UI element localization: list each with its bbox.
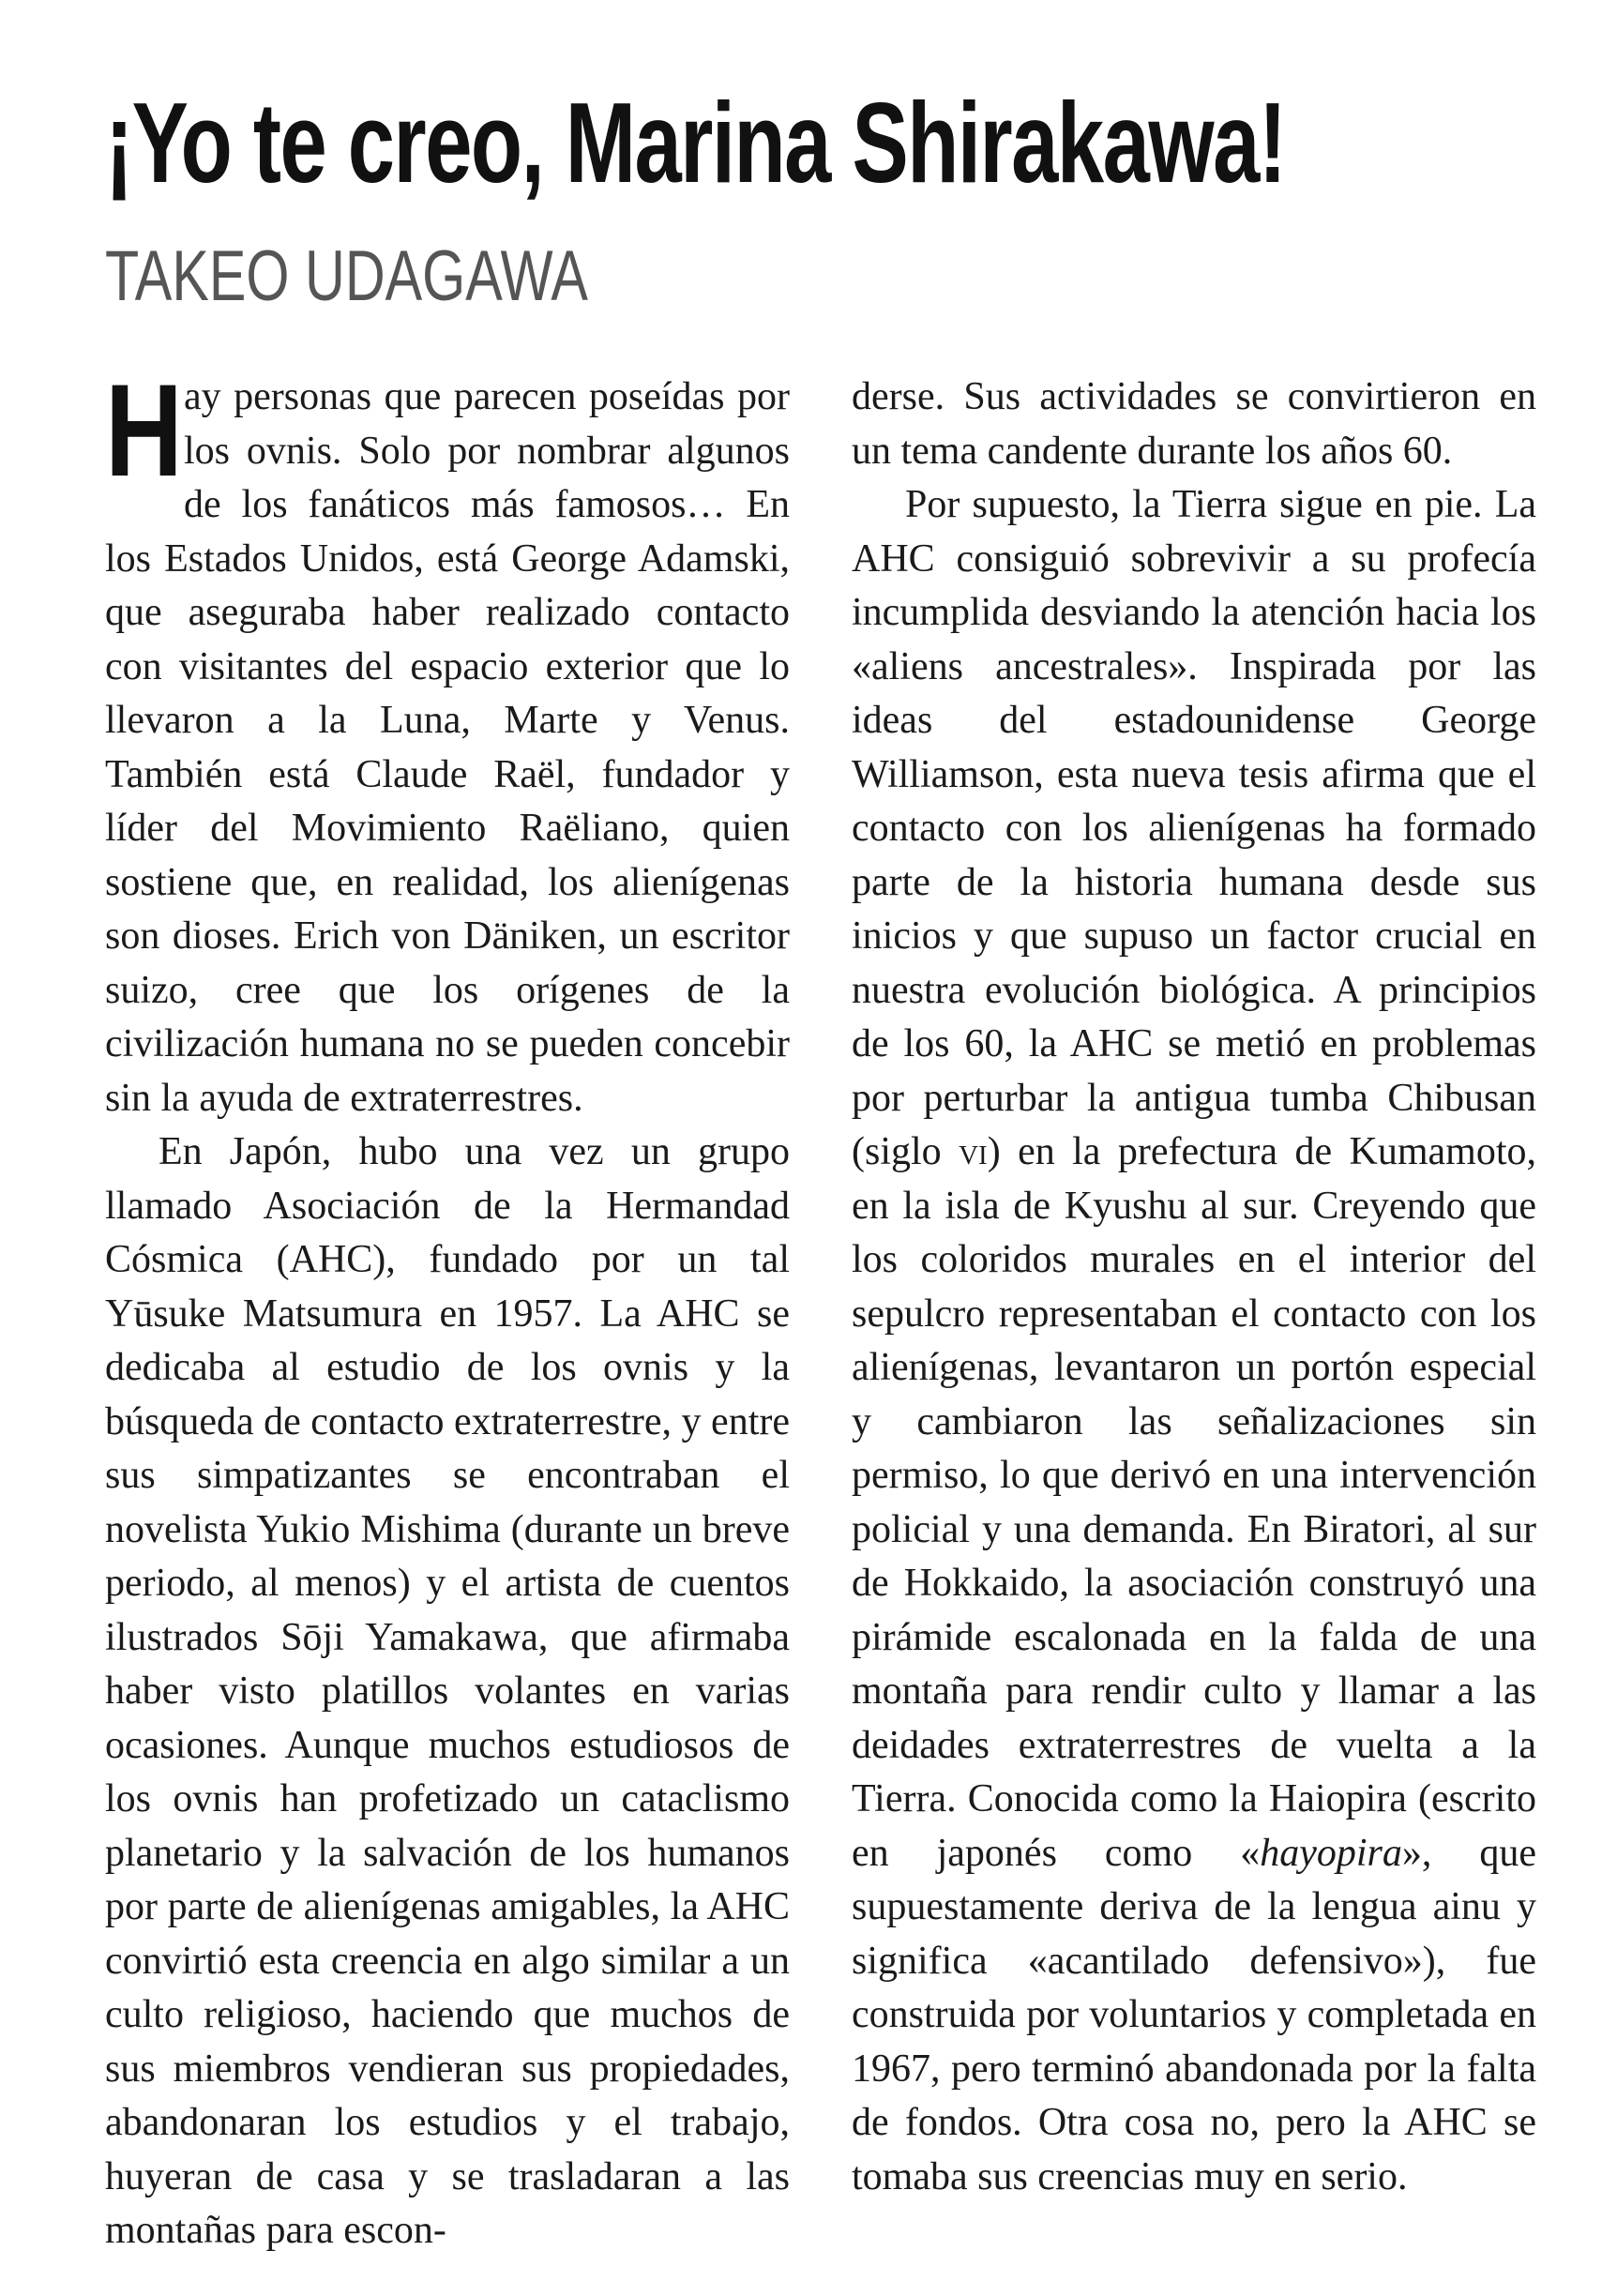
paragraph-3-text-a: Por supuesto, la Tierra sigue en pie. La AHC consiguió sobrevivir a su profecía incumplida desviando la atención hacia los «aliens ancestrales». Inspirada por las ideas del estadounidense George Williamson, esta nueva tesis afirma que el contacto con los alienígenas ha formado parte de la historia humana desde sus inicios y que supuso un factor crucial en nuestra evolución biológica. A principios de los 60, la AHC se metió en problemas por perturbar la antigua tumba Chibusan (siglo bbox=[852, 483, 1536, 1173]
italic-term: hayopira bbox=[1260, 1831, 1402, 1875]
drop-cap: H bbox=[105, 356, 183, 504]
paragraph-1 bbox=[105, 356, 790, 1125]
article-title: ¡Yo te creo, Marina Shirakawa! bbox=[105, 79, 1286, 206]
paragraph-1-text: ay personas que parecen poseídas por los ovnis. Solo por nombrar algunos de los fanáticos más famosos… En los Estados Unidos, está George Adamski, que aseguraba haber realizado contacto con visitantes del espacio exterior que lo llevaron a la Luna, Marte y Venus. También está Claude Raël, fundador y líder del Movimiento Raëliano, quien sostiene que, en realidad, los alienígenas son dioses. Erich von Däniken, un escritor suizo, cree que los orígenes de la civilización humana no se pueden concebir sin la ayuda de extraterrestres. bbox=[105, 375, 790, 1120]
paragraph-2: En Japón, hubo una vez un grupo llamado Asociación de la Hermandad Cósmica (AHC), fundado por un tal Yūsuke Matsumura en 1957. La AHC se dedicaba al estudio de los ovnis y la búsqueda de contacto extraterrestre, y entre sus simpatizantes se encontraban el novelista Yukio Mishima (durante un breve periodo, al menos) y el artista de cuentos ilustrados Sōji Yamakawa, que afirmaba haber visto platillos volantes en varias ocasiones. Aunque muchos estudiosos de los ovnis han profetizado un cataclismo planetario y la salvación de los humanos por parte de alienígenas amigables, la AHC convirtió esta creencia en algo similar a un culto religioso, haciendo que muchos de sus miembros vendieran sus propiedades, abandonaran los estudios y el trabajo, huyeran de casa y se trasladaran a las montañas para escon- bbox=[105, 1130, 790, 2252]
paragraph-3-text-c: », que supuestamente deriva de la lengua ainu y significa «acantilado defensivo»), fue construida por voluntarios y completada en 1967, pero terminó abandonada por la falta de fondos. Otra cosa no, pero la AHC se tomaba sus creencias muy en serio. bbox=[852, 1831, 1536, 2198]
article-author: TAKEO UDAGAWA bbox=[105, 236, 588, 316]
paragraph-2-continued: derse. Sus actividades se convirtieron en un tema candente durante los años 60. bbox=[852, 375, 1536, 473]
paragraph-3 bbox=[852, 478, 1536, 2204]
century-numeral: vi bbox=[959, 1130, 988, 1173]
text-column-right bbox=[852, 370, 1536, 2204]
text-column-left bbox=[105, 356, 790, 2258]
paragraph-3-text-b: ) en la prefectura de Kumamoto, en la isla de Kyushu al sur. Creyendo que los coloridos murales en el interior del sepulcro representaban el contacto con los alienígenas, levantaron un portón especial y cambiaron las señalizaciones sin permiso, lo que derivó en una intervención policial y una demanda. En Biratori, al sur de Hokkaido, la asociación construyó una pirámide escalonada en la falda de una montaña para rendir culto y llamar a las deidades extraterrestres de vuelta a la Tierra. Conocida como la Haiopira (escrito en japonés como « bbox=[852, 1130, 1536, 1875]
